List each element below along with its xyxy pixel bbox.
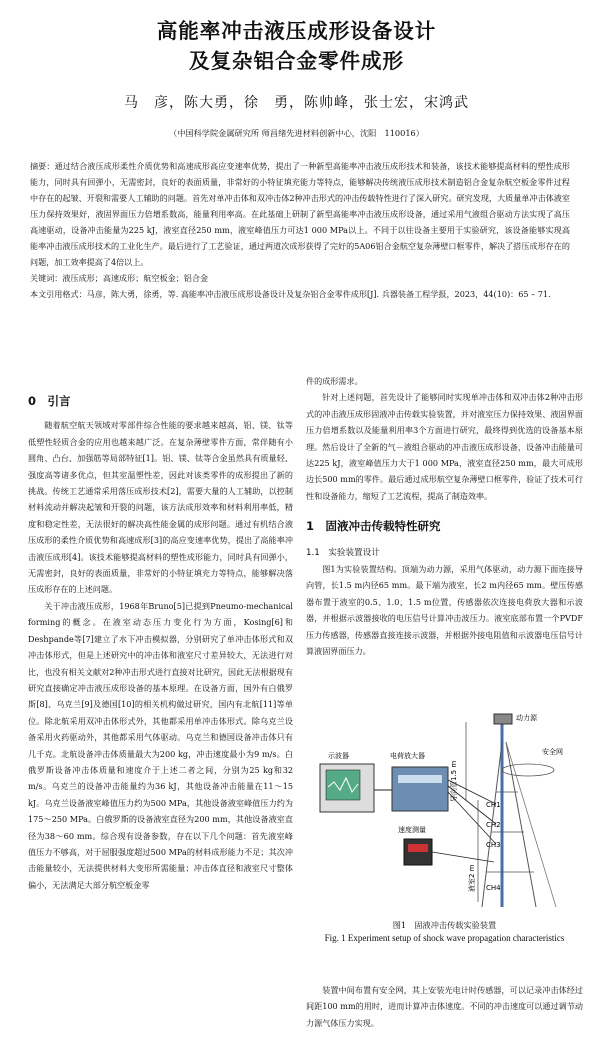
speed-meas-label: 速度测量 xyxy=(398,826,426,834)
right-paragraph-3: 图1为实验装置结构。顶端为动力源，采用气体驱动，动力源下面连接导向管，长1.5 m内径65 mm。最下端为液室，长2 m内径65 mm。壁压传感器布置于液室的0.5、1.0、1.5 m位置，传感器依次连接电荷放大器和示波器，并根据示波器接收的电压信号计算冲击波压力。液室底部布置一个PVDF压力传感器，传感器直接连接示波器，并根据外接电阻值和示波器电压信号计算液固界面压力。 xyxy=(306,564,583,657)
section-1-number: 1 xyxy=(306,519,315,534)
right-paragraph-1: 件的成形需求。 xyxy=(306,376,363,386)
keywords: 关键词：液压成形；高速成形；航空板金；铝合金 xyxy=(30,273,209,283)
section-0-number: 0 xyxy=(28,394,37,408)
frame-leg-right xyxy=(506,742,536,907)
ch3-label: CH3 xyxy=(486,841,501,849)
bottom-right-text xyxy=(306,982,583,1031)
ch4-label: CH4 xyxy=(486,884,501,892)
citation: 本文引用格式：马彦，陈大勇，徐勇，等. 高能率冲击液压成形设备设计及复杂铝合金零件成形[J]. 兵器装备工程学报，2023，44(10)：65 – 71. xyxy=(30,289,551,299)
section-1-title: 固液冲击传载特性研究 xyxy=(325,519,441,534)
charge-amp-display xyxy=(398,775,442,783)
section-0-heading xyxy=(28,393,293,409)
caption-cn: 图1 固液冲击传载实验装置 xyxy=(392,920,497,930)
figure-1-drawing xyxy=(306,712,583,912)
abstract: 摘要：通过结合液压成形柔性介质优势和高速成形高应变速率优势，提出了一种新型高能率冲击液压成形技术和装备，该技术能够提高材料的塑性成形能力，同时具有回弹小，无需密封，良好的表面质量，非常好的小特征填充能力等特点，能够解决传统液压成形技术制造铝合金复杂航空板金零件过程中存在的起皱、开裂和需要人工辅助的问题。首先对单冲击体和双冲击体2种冲击形式的冲击传载特性进行了深入研究。研究发现，大质量单冲击体液室压力保持效果好，液固界面压力倍增系数高，能量利用率高。在此基础上研制了新型高能率冲击液压成形设备，通过采用气液组合驱动方法实现了高压高速驱动，设备冲击能量为225 kJ，液室直径250 mm，液室峰值压力可达1 000 MPa以上。不同于以往设备主要用于实验研究，该设备能够实现高能率冲击液压成形技术的工业化生产。最后进行了工艺验证，通过两道次成形获得了完好的5A06铝合金航空复杂薄壁口框零件，解决了搭压成形存在的问题，加工效率提高了4倍以上。 xyxy=(30,161,570,267)
power-source-label: 动力源 xyxy=(516,714,537,722)
paper-title-line2: 及复杂铝合金零件成形 xyxy=(189,49,404,73)
caption-en: Fig. 1 Experiment setup of shock wave propagation characteristics xyxy=(324,933,565,943)
safety-net-icon xyxy=(502,764,554,776)
section-0-title: 引言 xyxy=(47,394,71,408)
power-source-icon xyxy=(494,714,512,724)
subsection-1-1: 1.1 实验装置设计 xyxy=(306,547,380,558)
affiliation: （中国科学院金属研究所 师昌绪先进材料创新中心，沈阳 110016） xyxy=(169,128,424,138)
paper-title-line1: 高能率冲击液压成形设备设计 xyxy=(156,19,437,43)
figure-1-caption xyxy=(306,918,583,945)
speed-meter-display xyxy=(408,844,428,852)
charge-amplifier-icon xyxy=(392,767,448,811)
safety-net-label: 安全网 xyxy=(542,748,563,756)
right-column xyxy=(306,373,583,660)
ch1-label: CH1 xyxy=(486,801,501,809)
intro-paragraph-1: 随着航空航天领域对零部件综合性能的要求越来越高，铝、镁、钛等低塑性轻质合金的应用也越来越广泛。在复杂薄壁零件方面，常伴随有小圆角、凸台、加强筋等局部特征[1]。铝、镁、钛等合金虽然具有质量轻、强度高等诸多优点，但其室温塑性差，因此对该类零件的成形提出了新的挑战。传统工艺通常采用落压成形技术[2]，需要大量的人工辅助，以控制材料流动并解决起皱和开裂的问题，该方法成形效率和材料利用率低，精度和稳定性差，无法很好的解决高性能金属的成形问题。通过有机结合液压成形的柔性介质优势和高速成形[3]的高应变速率优势，提出了高能率冲击液压成形[4]。该技术能够提高材料的塑性成形能力，同时具有回弹小，无需密封，良好的表面质量，非常好的小特征填充力等特点，能够解决落压成形存在的上述问题。 xyxy=(28,420,293,595)
section-1-heading xyxy=(306,518,583,534)
charge-amp-label: 电荷放大器 xyxy=(390,752,425,760)
intro-paragraph-2: 关于冲击液压成形，1968年Bruno[5]已提到Pneumo-mechanical forming的概念。在液室动态压力变化行为方面，Kosing[6]和Deshpande等[7]建立了水下冲击模拟器，分别研究了单冲击体形式和双冲击体形式，但是上述研究中的冲击体和液室尺寸差异较大，无法进行对比，也没有相关文献对2种冲击形式进行直接对比研究，因此无法根据现有研究直接确定冲击液压成形设备的基本原理。在设备方面，国外有白俄罗斯[8]、乌克兰[9]及德国[10]的相关机构做过研究，国内有北航[11]等单位。除北航采用双冲击体形式外，其他都采用单冲击体形式。除乌克兰设备采用火药驱动外，其他都采用气体驱动。乌克兰和德国设备冲击体只有几千克。北航设备冲击体质量最大为200 kg，冲击速度最小为9 m/s。白俄罗斯设备冲击体质量和速度介于上述二者之间，分别为25 kg和32 m/s。乌克兰的设备冲击能量约为36 kJ，其他设备冲击能量在11～15 kJ。乌克兰设备液室峰值压力约为500 MPa，其他设备液室峰值压力约为175～250 MPa。白俄罗斯的设备液室直径为200 mm，其他设备液室直径为38～60 mm。综合现有设备参数，存在以下几个问题：首先液室峰值压力不够高，对于屈服强度超过500 MPa的材料成形能力不足；其次冲击能量较小，无法提供材料大变形所需能量；冲击体直径和液室尺寸整体偏小，无法满足大部分航空板金零 xyxy=(28,600,293,890)
left-column xyxy=(28,393,293,893)
authors: 马 彦，陈大勇，徐 勇，陈帅峰，张士宏，宋鸿武 xyxy=(124,95,469,111)
bottom-paragraph: 装置中间布置有安全网，其上安装光电计时传感器，可以记录冲击体经过间距100 mm的用时，进而计算冲击体速度。不同的冲击速度可以通过调节动力源气体压力实现。 xyxy=(306,985,583,1028)
cable-speed xyxy=(432,852,494,862)
right-paragraph-2: 针对上述问题，首先设计了能够同时实现单冲击体和双冲击体2种冲击形式的冲击液压成形固液冲击传载实验装置，并对液室压力保持效果、液固界面压力倍增系数以及能量利用率3个方面进行研究，最终得到优选的设备基本原理。然后设计了全新的气－液组合驱动的冲击液压成形设备，设备冲击能量可达225 kJ，液室峰值压力大于1 000 MPa，液室直径250 mm，最大可成形边长500 mm的零件。最后通过成形航空复杂薄壁口框零件，验证了技术可行性和设备能力，缩短了工艺流程，提高了制造效率。 xyxy=(306,392,583,501)
abstract-block xyxy=(30,158,570,302)
guide-tube-label: 导向管1.5 m xyxy=(450,760,458,802)
oscilloscope-label: 示波器 xyxy=(328,752,349,760)
ch2-label: CH2 xyxy=(486,821,501,829)
chamber-label: 液室2 m xyxy=(468,864,476,892)
